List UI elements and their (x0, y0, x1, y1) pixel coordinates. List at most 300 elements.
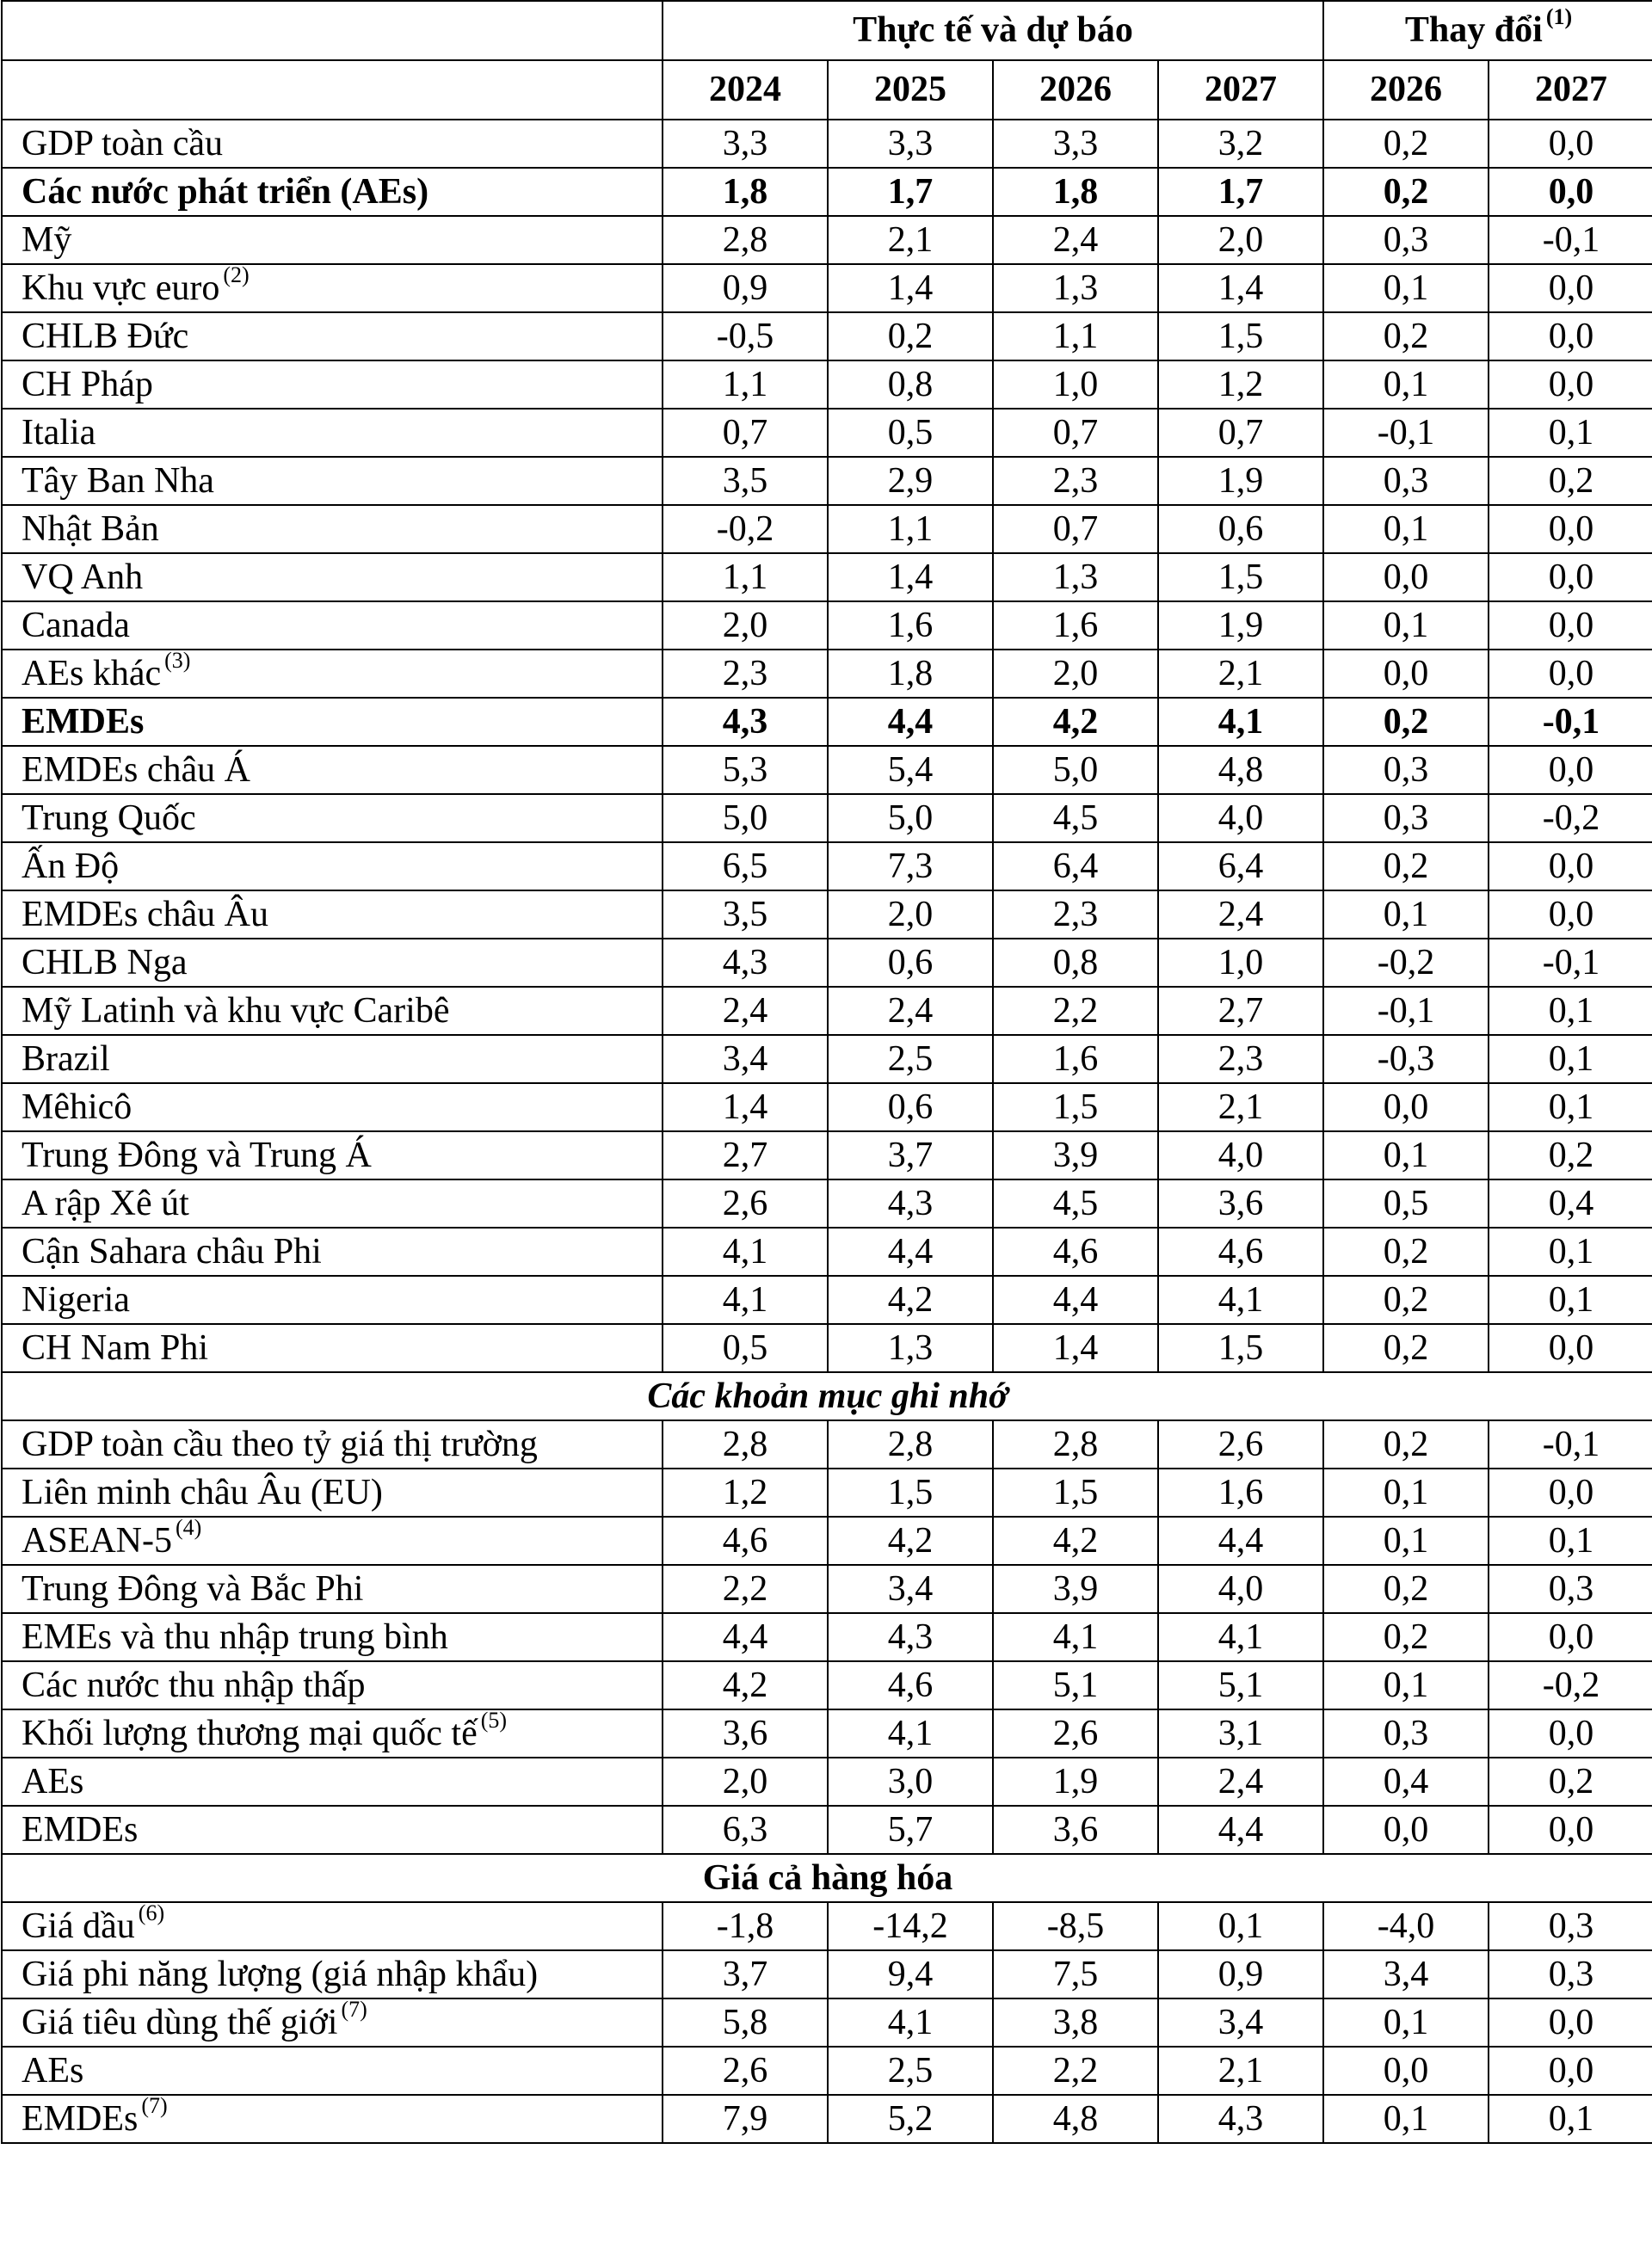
value-cell: 0,1 (1489, 1228, 1652, 1276)
value-cell: 0,0 (1489, 168, 1652, 216)
value-cell: 4,0 (1158, 1565, 1323, 1613)
row-label-cell (2, 1276, 663, 1324)
value-cell: 1,3 (828, 1324, 993, 1372)
value-cell: -0,1 (1489, 698, 1652, 746)
value-cell: 5,0 (663, 794, 828, 842)
value-cell: 1,4 (1158, 264, 1323, 312)
value-cell: 0,6 (828, 1083, 993, 1131)
value-cell: 1,2 (1158, 360, 1323, 409)
row-label-cell (2, 505, 663, 553)
value-cell: 2,3 (993, 457, 1158, 505)
value-cell: 0,2 (1323, 698, 1489, 746)
row-label: EMDEs (22, 1810, 139, 1850)
value-cell: 1,4 (828, 264, 993, 312)
value-cell: 1,6 (828, 601, 993, 650)
row-footnote: (4) (176, 1517, 202, 1540)
value-cell: 5,1 (1158, 1661, 1323, 1709)
row-label: Giá dầu (22, 1906, 135, 1946)
table-row (2, 505, 1652, 553)
value-cell: 1,4 (993, 1324, 1158, 1372)
value-cell: 0,2 (1323, 1228, 1489, 1276)
row-label-cell (2, 794, 663, 842)
value-cell: 3,7 (828, 1131, 993, 1179)
value-cell: 4,2 (993, 1517, 1158, 1565)
row-label-cell (2, 939, 663, 987)
value-cell: 2,1 (1158, 1083, 1323, 1131)
value-cell: 0,1 (1323, 1517, 1489, 1565)
value-cell: 0,2 (828, 312, 993, 360)
row-label: Tây Ban Nha (22, 461, 214, 501)
table-row (2, 1998, 1652, 2047)
value-cell: 0,0 (1323, 650, 1489, 698)
row-label: CHLB Nga (22, 943, 188, 982)
value-cell: 0,1 (1489, 1083, 1652, 1131)
row-label: AEs (22, 2051, 84, 2091)
value-cell: 4,6 (993, 1228, 1158, 1276)
table-row (2, 1179, 1652, 1228)
value-cell: -0,1 (1489, 939, 1652, 987)
value-cell: 2,8 (828, 1420, 993, 1469)
value-cell: 5,1 (993, 1661, 1158, 1709)
value-cell: 1,5 (1158, 553, 1323, 601)
value-cell: 1,0 (993, 360, 1158, 409)
value-cell: 2,1 (1158, 2047, 1323, 2095)
value-cell: 1,1 (993, 312, 1158, 360)
value-cell: 1,5 (1158, 312, 1323, 360)
value-cell: 4,6 (828, 1661, 993, 1709)
value-cell: 0,2 (1323, 1565, 1489, 1613)
value-cell: 0,0 (1489, 1324, 1652, 1372)
value-cell: 1,5 (993, 1469, 1158, 1517)
value-cell: 4,5 (993, 794, 1158, 842)
value-cell: 2,4 (828, 987, 993, 1035)
value-cell: 1,3 (993, 553, 1158, 601)
value-cell: 0,1 (1323, 890, 1489, 939)
table-row (2, 1276, 1652, 1324)
row-footnote: (3) (164, 650, 191, 673)
row-label-cell (2, 216, 663, 264)
row-label: Giá phi năng lượng (giá nhập khẩu) (22, 1955, 539, 1994)
value-cell: 5,3 (663, 746, 828, 794)
value-cell: 0,0 (1489, 1806, 1652, 1854)
value-cell: 0,8 (993, 939, 1158, 987)
row-label: AEs khác (22, 654, 162, 693)
value-cell: 0,3 (1489, 1565, 1652, 1613)
value-cell: 0,1 (1323, 1998, 1489, 2047)
value-cell: 5,2 (828, 2095, 993, 2143)
value-cell: 3,4 (1323, 1950, 1489, 1998)
value-cell: 0,2 (1489, 1131, 1652, 1179)
value-cell: 0,0 (1323, 1806, 1489, 1854)
row-label: Trung Đông và Trung Á (22, 1136, 372, 1175)
header-change-group (1323, 1, 1652, 60)
value-cell: 5,0 (993, 746, 1158, 794)
value-cell: 0,2 (1323, 168, 1489, 216)
value-cell: 0,7 (993, 409, 1158, 457)
table-row (2, 1324, 1652, 1372)
value-cell: -0,5 (663, 312, 828, 360)
value-cell: 2,3 (993, 890, 1158, 939)
value-cell: 0,0 (1489, 1469, 1652, 1517)
value-cell: 3,9 (993, 1565, 1158, 1613)
value-cell: 3,3 (993, 120, 1158, 168)
row-footnote: (2) (223, 264, 250, 287)
value-cell: 4,3 (828, 1613, 993, 1661)
row-label-cell (2, 842, 663, 890)
value-cell: 2,8 (993, 1420, 1158, 1469)
value-cell: 2,0 (663, 1758, 828, 1806)
value-cell: 7,3 (828, 842, 993, 890)
value-cell: 0,1 (1323, 360, 1489, 409)
value-cell: 4,5 (993, 1179, 1158, 1228)
value-cell: 0,1 (1323, 1661, 1489, 1709)
section-title: Giá cả hàng hóa (2, 1854, 1652, 1902)
value-cell: 0,0 (1489, 650, 1652, 698)
value-cell: 1,1 (663, 360, 828, 409)
value-cell: 0,0 (1489, 2047, 1652, 2095)
value-cell: -14,2 (828, 1902, 993, 1950)
value-cell: 2,6 (663, 1179, 828, 1228)
row-footnote: (5) (480, 1709, 508, 1733)
row-label-cell (2, 987, 663, 1035)
table-row (2, 216, 1652, 264)
row-label-cell (2, 1083, 663, 1131)
table-row (2, 890, 1652, 939)
value-cell: 6,3 (663, 1806, 828, 1854)
row-label: Cận Sahara châu Phi (22, 1232, 322, 1272)
value-cell: 7,9 (663, 2095, 828, 2143)
value-cell: 1,8 (993, 168, 1158, 216)
value-cell: 0,0 (1489, 360, 1652, 409)
value-cell: 0,0 (1489, 312, 1652, 360)
table-row (2, 650, 1652, 698)
table-row (2, 1517, 1652, 1565)
value-cell: 2,1 (1158, 650, 1323, 698)
value-cell: 4,0 (1158, 1131, 1323, 1179)
value-cell: 1,8 (828, 650, 993, 698)
value-cell: 0,3 (1323, 794, 1489, 842)
value-cell: 0,0 (1489, 890, 1652, 939)
value-cell: 3,6 (1158, 1179, 1323, 1228)
value-cell: 0,0 (1489, 264, 1652, 312)
value-cell: -4,0 (1323, 1902, 1489, 1950)
section-header-row (2, 1854, 1652, 1902)
value-cell: 4,1 (993, 1613, 1158, 1661)
row-label-cell (2, 1902, 663, 1950)
value-cell: 0,1 (1489, 409, 1652, 457)
value-cell: 2,4 (1158, 1758, 1323, 1806)
row-label-cell (2, 1613, 663, 1661)
table-row (2, 1565, 1652, 1613)
value-cell: 3,5 (663, 890, 828, 939)
value-cell: -0,2 (1489, 1661, 1652, 1709)
row-label: Các nước phát triển (AEs) (22, 172, 429, 212)
value-cell: 0,0 (1489, 505, 1652, 553)
table-body (2, 1, 1652, 2143)
value-cell: 1,6 (993, 1035, 1158, 1083)
row-label: A rập Xê út (22, 1184, 189, 1223)
value-cell: 0,1 (1158, 1902, 1323, 1950)
table-row (2, 120, 1652, 168)
value-cell: 0,1 (1489, 1517, 1652, 1565)
row-label: Nigeria (22, 1280, 130, 1320)
table-row (2, 1083, 1652, 1131)
value-cell: 0,1 (1323, 601, 1489, 650)
value-cell: 4,1 (663, 1276, 828, 1324)
value-cell: 1,6 (993, 601, 1158, 650)
header-year-corner (2, 60, 663, 120)
value-cell: 0,1 (1323, 2095, 1489, 2143)
value-cell: 0,2 (1323, 312, 1489, 360)
value-cell: 0,3 (1323, 746, 1489, 794)
value-cell: 0,5 (1323, 1179, 1489, 1228)
value-cell: 9,4 (828, 1950, 993, 1998)
value-cell: 5,8 (663, 1998, 828, 2047)
value-cell: -0,2 (663, 505, 828, 553)
value-cell: 4,1 (663, 1228, 828, 1276)
value-cell: 2,3 (1158, 1035, 1323, 1083)
table-row (2, 1950, 1652, 1998)
value-cell: 4,1 (1158, 1276, 1323, 1324)
table-row (2, 360, 1652, 409)
value-cell: 1,1 (663, 553, 828, 601)
row-label: Italia (22, 413, 96, 453)
value-cell: 4,6 (663, 1517, 828, 1565)
value-cell: 0,0 (1489, 842, 1652, 890)
value-cell: 2,0 (1158, 216, 1323, 264)
value-cell: 5,0 (828, 794, 993, 842)
value-cell: 0,2 (1323, 842, 1489, 890)
value-cell: -0,2 (1489, 794, 1652, 842)
value-cell: 4,3 (663, 939, 828, 987)
value-cell: 5,7 (828, 1806, 993, 1854)
value-cell: 4,2 (828, 1517, 993, 1565)
value-cell: 6,5 (663, 842, 828, 890)
value-cell: 0,0 (1489, 746, 1652, 794)
value-cell: 2,7 (663, 1131, 828, 1179)
row-label: GDP toàn cầu (22, 124, 224, 163)
row-label: Mêhicô (22, 1087, 133, 1127)
value-cell: -0,3 (1323, 1035, 1489, 1083)
value-cell: 0,0 (1489, 553, 1652, 601)
value-cell: 0,0 (1323, 1083, 1489, 1131)
row-label-cell (2, 312, 663, 360)
value-cell: 2,4 (1158, 890, 1323, 939)
value-cell: 0,7 (663, 409, 828, 457)
value-cell: 1,5 (1158, 1324, 1323, 1372)
row-label-cell (2, 601, 663, 650)
row-label-cell (2, 698, 663, 746)
value-cell: 0,1 (1489, 1035, 1652, 1083)
value-cell: 1,4 (663, 1083, 828, 1131)
value-cell: -0,1 (1323, 409, 1489, 457)
row-label: Mỹ (22, 220, 72, 260)
header-change-footnote: (1) (1545, 4, 1573, 29)
value-cell: 1,9 (1158, 601, 1323, 650)
value-cell: 0,2 (1323, 1276, 1489, 1324)
value-cell: 1,6 (1158, 1469, 1323, 1517)
table-row (2, 2047, 1652, 2095)
value-cell: 0,0 (1489, 601, 1652, 650)
value-cell: 1,0 (1158, 939, 1323, 987)
value-cell: 2,8 (663, 1420, 828, 1469)
table-row (2, 457, 1652, 505)
header-year-cell: 2027 (1489, 60, 1652, 120)
value-cell: 2,1 (828, 216, 993, 264)
value-cell: 3,0 (828, 1758, 993, 1806)
row-label-cell (2, 746, 663, 794)
value-cell: 2,9 (828, 457, 993, 505)
value-cell: 0,0 (1489, 1998, 1652, 2047)
row-label: Canada (22, 606, 130, 645)
row-label-cell (2, 1324, 663, 1372)
row-label-cell (2, 1228, 663, 1276)
row-label-cell (2, 409, 663, 457)
value-cell: 4,8 (1158, 746, 1323, 794)
row-label: Trung Quốc (22, 798, 196, 838)
row-label-cell (2, 1517, 663, 1565)
row-footnote: (7) (341, 1998, 367, 2022)
value-cell: 6,4 (993, 842, 1158, 890)
value-cell: 0,5 (663, 1324, 828, 1372)
value-cell: 4,4 (828, 698, 993, 746)
value-cell: 3,5 (663, 457, 828, 505)
value-cell: 4,4 (1158, 1806, 1323, 1854)
row-footnote: (6) (138, 1902, 165, 1925)
row-label: ASEAN-5 (22, 1521, 172, 1561)
value-cell: 4,4 (828, 1228, 993, 1276)
value-cell: 2,2 (993, 2047, 1158, 2095)
row-label: Brazil (22, 1039, 110, 1079)
value-cell: 0,1 (1489, 2095, 1652, 2143)
value-cell: 0,2 (1323, 120, 1489, 168)
value-cell: 1,9 (993, 1758, 1158, 1806)
value-cell: 6,4 (1158, 842, 1323, 890)
row-label: VQ Anh (22, 557, 144, 597)
header-change-label: Thay đổi (1404, 10, 1543, 50)
value-cell: 0,2 (1489, 457, 1652, 505)
value-cell: -0,1 (1323, 987, 1489, 1035)
row-label-cell (2, 650, 663, 698)
value-cell: 4,2 (993, 698, 1158, 746)
row-label-cell (2, 2047, 663, 2095)
value-cell: 1,4 (828, 553, 993, 601)
value-cell: 0,4 (1323, 1758, 1489, 1806)
value-cell: 0,0 (1489, 120, 1652, 168)
table-row (2, 409, 1652, 457)
row-label-cell (2, 1950, 663, 1998)
table-row (2, 698, 1652, 746)
value-cell: 2,8 (663, 216, 828, 264)
forecast-table (1, 0, 1652, 2144)
value-cell: 3,8 (993, 1998, 1158, 2047)
value-cell: 4,8 (993, 2095, 1158, 2143)
row-label-cell (2, 360, 663, 409)
value-cell: 0,7 (993, 505, 1158, 553)
value-cell: 4,0 (1158, 794, 1323, 842)
row-label-cell (2, 1661, 663, 1709)
value-cell: 1,1 (828, 505, 993, 553)
value-cell: 3,2 (1158, 120, 1323, 168)
value-cell: 1,9 (1158, 457, 1323, 505)
row-label-cell (2, 1179, 663, 1228)
header-year-cell: 2026 (993, 60, 1158, 120)
value-cell: -8,5 (993, 1902, 1158, 1950)
row-label-cell (2, 264, 663, 312)
row-label-cell (2, 1998, 663, 2047)
table-row (2, 1131, 1652, 1179)
row-label-cell (2, 1469, 663, 1517)
row-footnote: (7) (141, 2095, 168, 2118)
value-cell: 3,9 (993, 1131, 1158, 1179)
value-cell: 0,1 (1323, 264, 1489, 312)
table-row (2, 1228, 1652, 1276)
value-cell: 5,4 (828, 746, 993, 794)
value-cell: 4,4 (1158, 1517, 1323, 1565)
value-cell: 4,4 (993, 1276, 1158, 1324)
row-label: GDP toàn cầu theo tỷ giá thị trường (22, 1425, 538, 1464)
table-row (2, 1469, 1652, 1517)
row-label: EMDEs (22, 702, 145, 742)
value-cell: 0,1 (1323, 1131, 1489, 1179)
header-year-cell: 2027 (1158, 60, 1323, 120)
value-cell: 0,2 (1323, 1324, 1489, 1372)
value-cell: 4,4 (663, 1613, 828, 1661)
value-cell: 0,9 (663, 264, 828, 312)
table-row (2, 553, 1652, 601)
value-cell: 4,2 (663, 1661, 828, 1709)
value-cell: -0,1 (1489, 216, 1652, 264)
value-cell: 3,6 (993, 1806, 1158, 1854)
value-cell: 0,3 (1489, 1950, 1652, 1998)
row-label: AEs (22, 1762, 84, 1801)
value-cell: 2,5 (828, 1035, 993, 1083)
value-cell: 3,7 (663, 1950, 828, 1998)
value-cell: 0,4 (1489, 1179, 1652, 1228)
value-cell: 2,2 (993, 987, 1158, 1035)
row-label-cell (2, 120, 663, 168)
table-row (2, 264, 1652, 312)
value-cell: 3,6 (663, 1709, 828, 1758)
value-cell: 0,1 (1323, 1469, 1489, 1517)
row-label: EMDEs (22, 2099, 139, 2139)
value-cell: 4,1 (828, 1709, 993, 1758)
row-label: EMEs và thu nhập trung bình (22, 1617, 448, 1657)
value-cell: 3,3 (828, 120, 993, 168)
table-row (2, 1709, 1652, 1758)
value-cell: 0,0 (1323, 553, 1489, 601)
row-label-cell (2, 1420, 663, 1469)
row-label-cell (2, 168, 663, 216)
row-label-cell (2, 1709, 663, 1758)
value-cell: 0,1 (1323, 505, 1489, 553)
row-label-cell (2, 890, 663, 939)
value-cell: 4,2 (828, 1276, 993, 1324)
value-cell: -1,8 (663, 1902, 828, 1950)
row-label-cell (2, 1565, 663, 1613)
header-corner-cell (2, 1, 663, 60)
row-label: Nhật Bản (22, 509, 159, 549)
header-year-cell: 2026 (1323, 60, 1489, 120)
value-cell: 2,0 (828, 890, 993, 939)
value-cell: 2,2 (663, 1565, 828, 1613)
row-label: CHLB Đức (22, 317, 189, 356)
value-cell: 4,6 (1158, 1228, 1323, 1276)
value-cell: 0,9 (1158, 1950, 1323, 1998)
value-cell: 4,3 (663, 698, 828, 746)
value-cell: 4,1 (1158, 698, 1323, 746)
value-cell: 2,0 (993, 650, 1158, 698)
